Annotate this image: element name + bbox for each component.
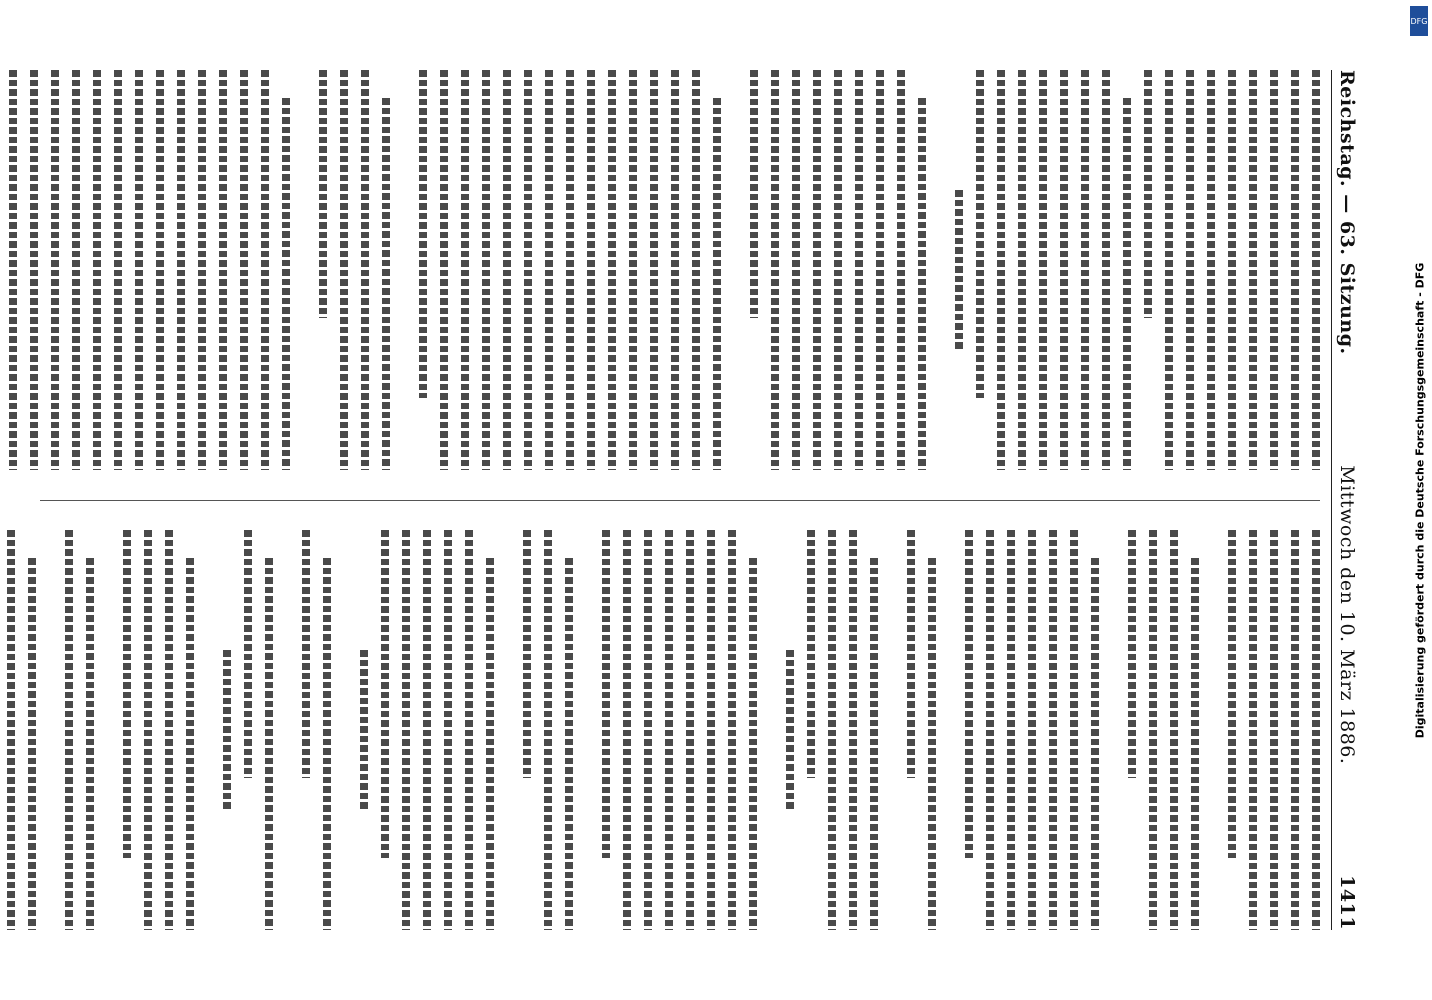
text-line xyxy=(482,70,490,470)
text-line xyxy=(713,98,721,470)
text-line xyxy=(198,70,206,470)
text-line xyxy=(1228,530,1236,858)
text-line xyxy=(1039,70,1047,470)
paragraph-gap xyxy=(290,70,306,470)
text-line xyxy=(503,70,511,470)
paragraph-gap xyxy=(494,530,510,930)
text-line xyxy=(897,70,905,470)
text-line xyxy=(907,530,915,778)
text-line xyxy=(382,98,390,470)
text-line xyxy=(1102,70,1110,470)
text-line xyxy=(486,558,494,930)
text-line xyxy=(629,70,637,470)
text-line xyxy=(1081,70,1089,470)
text-line xyxy=(750,70,758,318)
text-line xyxy=(749,558,757,930)
text-line xyxy=(650,70,658,470)
paragraph-gap xyxy=(721,70,737,470)
text-line xyxy=(807,530,815,778)
text-line xyxy=(728,530,736,930)
text-line xyxy=(51,70,59,470)
text-line xyxy=(1270,70,1278,470)
text-line xyxy=(644,530,652,930)
text-line xyxy=(302,530,310,778)
text-line xyxy=(93,70,101,470)
text-line xyxy=(1091,558,1099,930)
text-line xyxy=(28,558,36,930)
text-line xyxy=(1128,530,1136,778)
text-line xyxy=(792,70,800,470)
text-line xyxy=(1170,530,1178,930)
text-line xyxy=(165,530,173,930)
text-line xyxy=(381,530,389,858)
text-line xyxy=(771,70,779,470)
text-line xyxy=(1144,70,1152,318)
text-line xyxy=(918,98,926,470)
paragraph-gap xyxy=(878,530,894,930)
text-line xyxy=(623,530,631,930)
text-line xyxy=(30,70,38,470)
text-line xyxy=(965,530,973,858)
text-line xyxy=(686,530,694,930)
text-line xyxy=(1207,70,1215,470)
paragraph-gap xyxy=(194,530,210,930)
text-line xyxy=(465,530,473,930)
text-line xyxy=(1291,530,1299,930)
header-left: Reichstag. — 63. Sitzung. xyxy=(1336,70,1358,355)
text-line xyxy=(1312,70,1320,470)
column-divider xyxy=(40,500,1320,501)
text-line xyxy=(1191,558,1199,930)
text-line xyxy=(928,558,936,930)
text-line xyxy=(544,530,552,930)
text-line xyxy=(423,530,431,930)
text-line xyxy=(461,70,469,470)
text-line xyxy=(360,650,368,810)
text-line xyxy=(419,70,427,398)
text-line xyxy=(65,530,73,930)
running-header xyxy=(1331,70,1372,930)
text-column-right xyxy=(40,530,1320,930)
text-line xyxy=(114,70,122,470)
text-line xyxy=(444,530,452,930)
text-line xyxy=(692,70,700,470)
text-line xyxy=(1186,70,1194,470)
paragraph-gap xyxy=(331,530,347,930)
digitization-credit xyxy=(1408,0,1432,1000)
text-line xyxy=(135,70,143,470)
text-line xyxy=(1028,530,1036,930)
text-line xyxy=(7,530,15,930)
paragraph-gap xyxy=(926,70,942,470)
text-line xyxy=(1060,70,1068,470)
text-line xyxy=(1291,70,1299,470)
text-line xyxy=(186,558,194,930)
text-line xyxy=(123,530,131,858)
text-line xyxy=(834,70,842,470)
text-line xyxy=(1249,70,1257,470)
text-line xyxy=(219,70,227,470)
paragraph-gap xyxy=(390,70,406,470)
text-line xyxy=(1149,530,1157,930)
text-line xyxy=(566,70,574,470)
text-line xyxy=(361,70,369,470)
credit-text: Digitalisierung gefördert durch die Deutsche Forschungsgemeinschaft - DFG xyxy=(1413,262,1427,738)
page-number: 1411 xyxy=(1336,875,1358,930)
text-line xyxy=(1123,98,1131,470)
text-line xyxy=(240,70,248,470)
text-line xyxy=(1018,70,1026,470)
text-line xyxy=(524,70,532,470)
text-line xyxy=(282,98,290,470)
paragraph-gap xyxy=(936,530,952,930)
text-line xyxy=(1249,530,1257,930)
text-line xyxy=(1070,530,1078,930)
paragraph-gap xyxy=(1199,530,1215,930)
text-line xyxy=(265,558,273,930)
text-line xyxy=(855,70,863,470)
text-line xyxy=(587,70,595,470)
text-line xyxy=(707,530,715,930)
text-line xyxy=(608,70,616,470)
text-line xyxy=(523,530,531,778)
text-line xyxy=(986,530,994,930)
text-line xyxy=(9,70,17,470)
text-line xyxy=(244,530,252,778)
text-line xyxy=(340,70,348,470)
text-line xyxy=(86,558,94,930)
text-line xyxy=(786,650,794,810)
text-column-left xyxy=(40,70,1320,470)
text-line xyxy=(813,70,821,470)
text-line xyxy=(602,530,610,858)
text-line xyxy=(955,190,963,350)
text-line xyxy=(72,70,80,470)
text-line xyxy=(1049,530,1057,930)
dfg-logo: DFG xyxy=(1410,6,1428,36)
paragraph-gap xyxy=(573,530,589,930)
text-line xyxy=(565,558,573,930)
text-line xyxy=(156,70,164,470)
text-line xyxy=(671,70,679,470)
text-line xyxy=(1165,70,1173,470)
paragraph-gap xyxy=(94,530,110,930)
text-line xyxy=(997,70,1005,470)
text-line xyxy=(223,650,231,810)
text-line xyxy=(323,558,331,930)
text-line xyxy=(177,70,185,470)
text-line xyxy=(1228,70,1236,470)
text-line xyxy=(144,530,152,930)
text-line xyxy=(402,530,410,930)
text-line xyxy=(545,70,553,470)
text-line xyxy=(1312,530,1320,930)
text-line xyxy=(319,70,327,318)
header-center: Mittwoch den 10. März 1886. xyxy=(1336,465,1358,765)
text-line xyxy=(828,530,836,930)
text-line xyxy=(849,530,857,930)
text-line xyxy=(976,70,984,398)
paragraph-gap xyxy=(36,530,52,930)
text-line xyxy=(876,70,884,470)
text-line xyxy=(1270,530,1278,930)
paragraph-gap xyxy=(1099,530,1115,930)
text-line xyxy=(261,70,269,470)
text-line xyxy=(1007,530,1015,930)
text-line xyxy=(665,530,673,930)
paragraph-gap xyxy=(757,530,773,930)
text-line xyxy=(870,558,878,930)
paragraph-gap xyxy=(273,530,289,930)
text-line xyxy=(440,70,448,470)
